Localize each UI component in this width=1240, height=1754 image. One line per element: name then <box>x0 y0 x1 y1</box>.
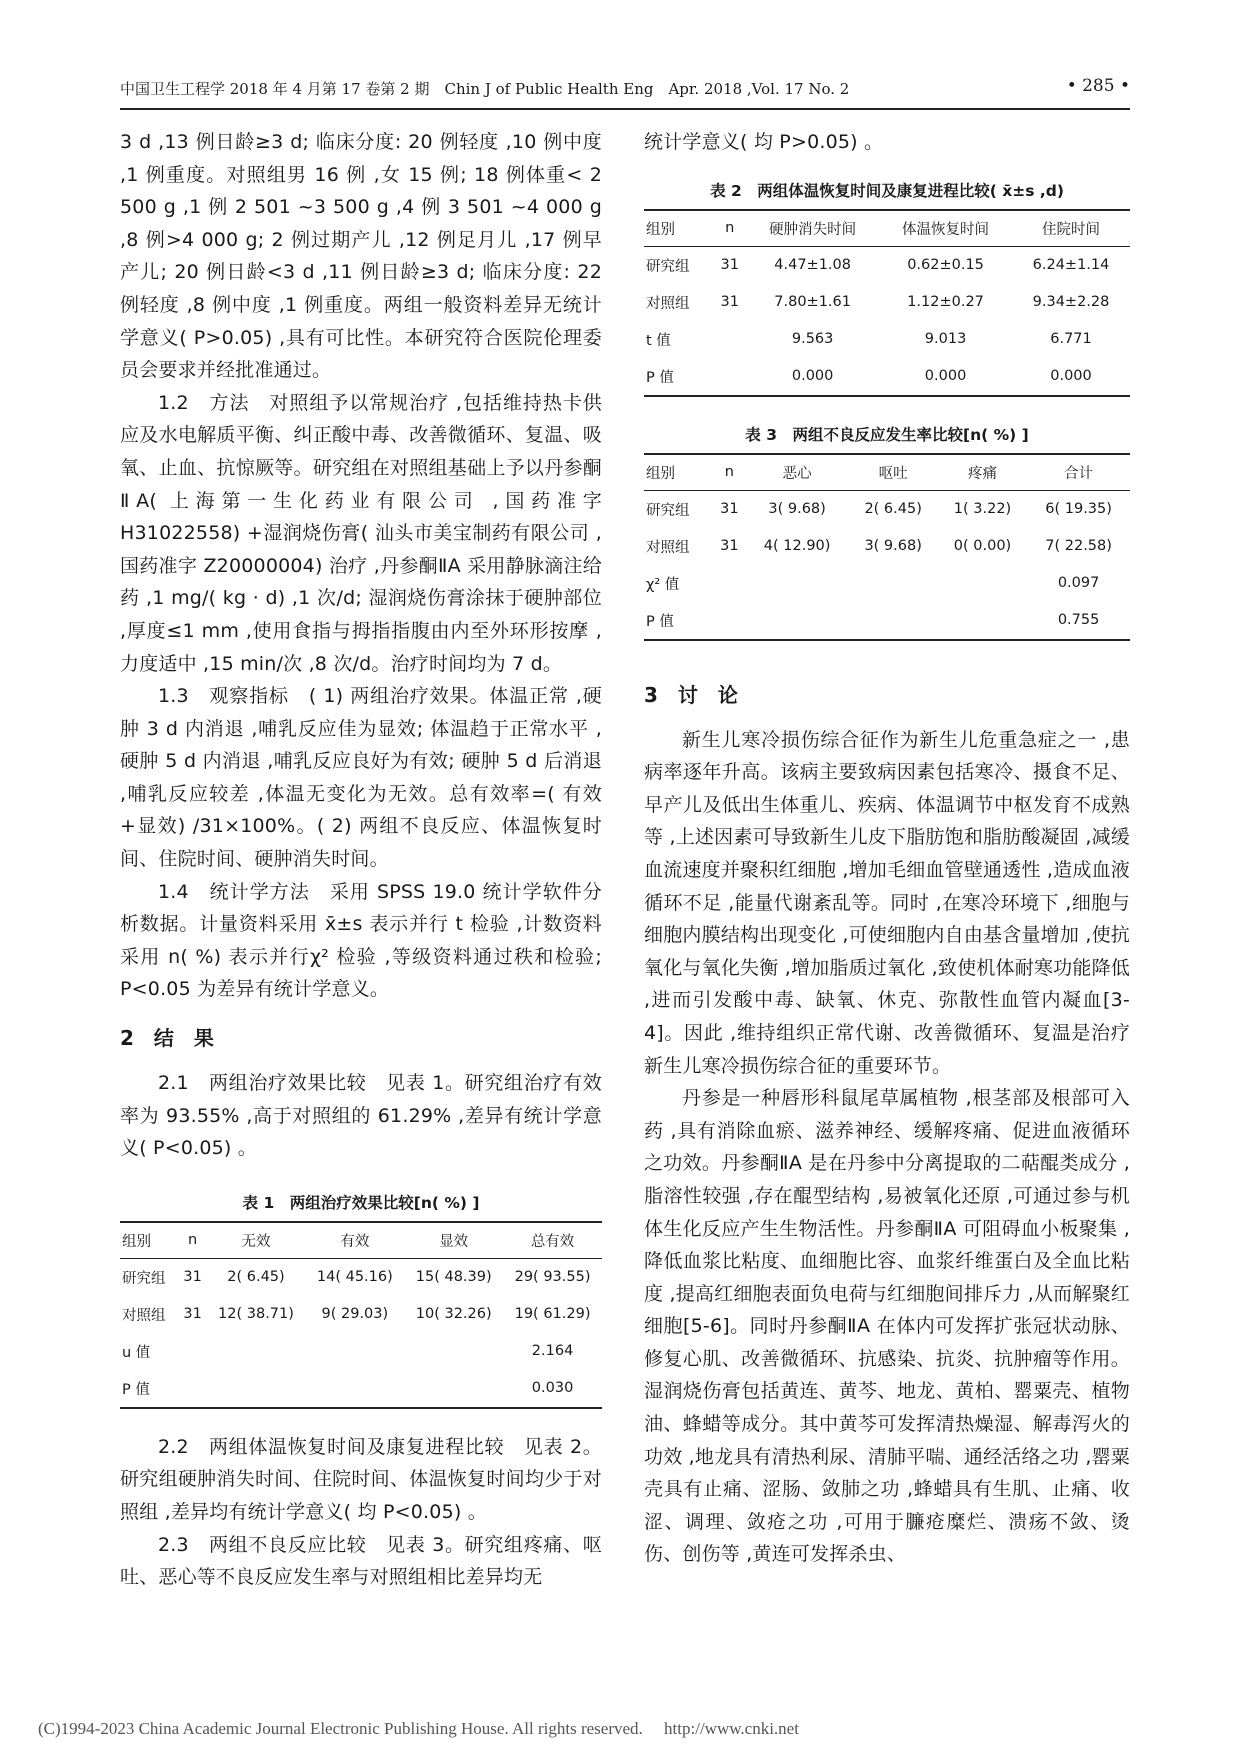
table1-header-cell: 有效 <box>305 1222 404 1259</box>
table1-header-cell: 组别 <box>120 1222 179 1259</box>
table1-cell: 10( 32.26) <box>415 1306 492 1323</box>
table2-header-cell: n <box>713 210 746 247</box>
table1-header-cell: 显效 <box>404 1222 503 1259</box>
table3-row <box>644 528 1130 565</box>
table1-cell: 研究组 <box>122 1270 166 1287</box>
table3-cell <box>746 602 849 640</box>
table3-cell <box>746 565 849 602</box>
table2-header-cell: 硬肿消失时间 <box>746 210 879 247</box>
table2-cell: 0.000 <box>746 358 879 396</box>
table3-header-cell: 组别 <box>644 454 713 491</box>
table1-row <box>120 1370 602 1408</box>
table3-header-cell: 疼痛 <box>938 454 1027 491</box>
table1-cell <box>207 1370 306 1408</box>
table2-caption: 表 2 两组体温恢复时间及康复进程比较( x̄±s ,d) <box>710 181 1064 200</box>
section-heading-discussion: 3 讨 论 <box>644 682 738 707</box>
table3-cell: 1( 3.22) <box>953 501 1012 518</box>
table1-cell <box>404 1370 503 1408</box>
right-column <box>644 126 1130 1571</box>
table1-cell: 12( 38.71) <box>218 1306 294 1323</box>
table2-row <box>644 321 1130 358</box>
table3-cell <box>938 602 1027 640</box>
table1-cell <box>179 1370 207 1408</box>
table2-cell: 对照组 <box>646 295 690 312</box>
table1-cell <box>305 1333 404 1370</box>
table1 <box>120 1221 602 1409</box>
table1-row <box>120 1333 602 1370</box>
table1-row <box>120 1296 602 1333</box>
table2-cell <box>713 358 746 396</box>
table3-cell: 0.097 <box>1057 575 1100 592</box>
table3-header-cell: 恶心 <box>746 454 849 491</box>
page-number: • 285 • <box>1066 76 1130 96</box>
table3-cell: 3( 9.68) <box>864 538 922 555</box>
table2-cell: 31 <box>720 294 739 311</box>
table3-cell: 31 <box>720 501 739 518</box>
paragraph-statistics: 1.4 统计学方法 采用 SPSS 19.0 统计学软件分析数据。计量资料采用 x̄±s 表示并行 t 检验 ,计数资料采用 n( %) 表示并行χ² 检验 ,等级资料通过秩和检验; P<0.05 为差异有统计学意义。 <box>120 880 602 1001</box>
table3-cell: 对照组 <box>646 539 690 556</box>
table3-row <box>644 490 1130 528</box>
table3-row <box>644 565 1130 602</box>
table2-cell: 7.80±1.61 <box>774 294 851 311</box>
paragraph-result-2-3: 2.3 两组不良反应比较 见表 3。研究组疼痛、呕吐、恶心等不良反应发生率与对照组相比差异均无 <box>120 1533 602 1589</box>
table1-header-cell: 无效 <box>207 1222 306 1259</box>
paragraph-subjects-cont: 3 d ,13 例日龄≥3 d; 临床分度: 20 例轻度 ,10 例中度 ,1 例重度。对照组男 16 例 ,女 15 例; 18 例体重< 2 500 g ,1 例 2 501 ~3 500 g ,4 例 3 501 ~4 000 g ,8 例>4 000 g; 2 例过期产儿 ,12 例足月儿 ,17 例早产儿; 20 例日龄<3 d ,11 例日龄≥3 d; 临床分度: 22 例轻度 ,8 例中度 ,1 例重度。两组一般资料差异无统计学意义( P>0.05) ,具有可比性。本研究符合医院伦理委员会要求并经批准通过。 <box>120 131 602 382</box>
table1-cell <box>305 1370 404 1408</box>
table2-header-cell: 体温恢复时间 <box>879 210 1012 247</box>
table2-row <box>644 246 1130 284</box>
table2-cell: 9.34±2.28 <box>1032 294 1110 311</box>
table3-cell: 研究组 <box>646 502 690 519</box>
copyright-footer: (C)1994-2023 China Academic Journal Electronic Publishing House. All rights reserved. http://www.cnki.net <box>38 1719 799 1738</box>
journal-citation: 中国卫生工程学 2018 年 4 月第 17 卷第 2 期 Chin J of Public Health Eng Apr. 2018 ,Vol. 17 No. 2 <box>120 80 850 98</box>
table3-header-cell: 呕吐 <box>848 454 937 491</box>
table2-cell: 0.62±0.15 <box>907 257 984 274</box>
table1-caption: 表 1 两组治疗效果比较[n( %) ] <box>242 1193 480 1212</box>
table2-header-cell: 组别 <box>644 210 713 247</box>
table3-cell <box>713 602 746 640</box>
table3-cell: 7( 22.58) <box>1045 538 1112 555</box>
table3-cell: 0( 0.00) <box>953 538 1012 555</box>
table2-cell: 4.47±1.08 <box>774 257 851 274</box>
paragraph-result-2-2: 2.2 两组体温恢复时间及康复进程比较 见表 2。研究组硬肿消失时间、住院时间、体温恢复时间均少于对照组 ,差异均有统计学意义( 均 P<0.05) 。 <box>120 1435 602 1523</box>
table2 <box>644 209 1130 397</box>
table1-cell: 19( 61.29) <box>514 1306 591 1323</box>
paragraph-discussion-2: 丹参是一种唇形科鼠尾草属植物 ,根茎部及根部可入药 ,具有消除血瘀、滋养神经、缓解疼痛、促进血液循环之功效。丹参酮ⅡA 是在丹参中分离提取的二萜醌类成分 ,脂溶性较强 ,存在醌型结构 ,易被氧化还原 ,可通过参与机体生化反应产生生物活性。丹参酮ⅡA 可阻碍血小板聚集 ,降低血浆比粘度、血细胞比容、血浆纤维蛋白及全血比粘度 ,提高红细胞表面负电荷与红细胞间排斥力 ,从而解聚红细胞[5-6]。同时丹参酮ⅡA 在体内可发挥扩张冠状动脉、修复心肌、改善微循环、抗感染、抗炎、抗肿瘤等作用。湿润烧伤膏包括黄连、黄芩、地龙、黄柏、罂粟壳、植物油、蜂蜡等成分。其中黄芩可发挥清热燥湿、解毒泻火的功效 ,地龙具有清热利尿、清肺平喘、通经活络之功 ,罂粟壳具有止痛、涩肠、敛肺之功 ,蜂蜡具有生肌、止痛、收涩、调理、敛疮之功 ,可用于臁疮糜烂、溃疡不敛、烫伤、创伤等 ,黄连可发挥杀虫、 <box>644 1087 1130 1566</box>
table2-row <box>644 358 1130 396</box>
table3-row <box>644 602 1130 640</box>
table1-cell: 2.164 <box>531 1343 574 1360</box>
paragraph-discussion-1: 新生儿寒冷损伤综合征作为新生儿危重急症之一 ,患病率逐年升高。该病主要致病因素包括寒冷、摄食不足、早产儿及低出生体重儿、疾病、体温调节中枢发育不成熟等 ,上述因素可导致新生儿皮下脂肪饱和脂肪酸凝固 ,减缓血流速度并聚积红细胞 ,增加毛细血管壁通透性 ,造成血液循环不足 ,能量代谢紊乱等。同时 ,在寒冷环境下 ,细胞与细胞内膜结构出现变化 ,可使细胞内自由基含量增加 ,使抗氧化与氧化失衡 ,增加脂质过氧化 ,致使机体耐寒功能降低 ,进而引发酸中毒、缺氧、休克、弥散性血管内凝血[3-4]。因此 ,维持组织正常代谢、改善微循环、复温是治疗新生儿寒冷损伤综合征的重要环节。 <box>644 728 1130 1077</box>
table2-cell: 0.000 <box>879 358 1012 396</box>
table3-cell: 0.755 <box>1027 602 1130 640</box>
table3-cell <box>848 602 937 640</box>
table2-cell: 6.771 <box>1050 331 1092 348</box>
table1-cell: 15( 48.39) <box>415 1269 492 1286</box>
table2-row <box>644 284 1130 321</box>
table1-cell <box>179 1333 207 1370</box>
table3-cell: χ² 值 <box>646 576 680 593</box>
left-column <box>120 126 602 1594</box>
table2-cell: 9.563 <box>791 331 834 348</box>
table2-cell: 1.12±0.27 <box>907 294 984 311</box>
table1-header-cell: 总有效 <box>503 1222 602 1259</box>
table1-cell: 29( 93.55) <box>514 1269 591 1286</box>
table3-cell: P 值 <box>644 602 713 640</box>
table1-cell: 14( 45.16) <box>316 1269 393 1286</box>
table3-cell <box>848 565 937 602</box>
table1-cell <box>207 1333 306 1370</box>
table2-cell: 0.000 <box>1012 358 1130 396</box>
table2-cell: t 值 <box>646 332 671 349</box>
table2-cell: 31 <box>720 257 739 274</box>
paragraph-observation: 1.3 观察指标 ( 1) 两组治疗效果。体温正常 ,硬肿 3 d 内消退 ,哺乳反应佳为显效; 体温趋于正常水平 ,硬肿 5 d 内消退 ,哺乳反应良好为有效; 硬肿 5 d 后消退 ,哺乳反应较差 ,体温无变化为无效。总有效率=( 有效+显效) /31×100%。( 2) 两组不良反应、体温恢复时间、住院时间、硬肿消失时间。 <box>120 685 602 871</box>
paragraph-result-2-1: 2.1 两组治疗效果比较 见表 1。研究组治疗有效率为 93.55% ,高于对照组的 61.29% ,差异有统计学意义( P<0.05) 。 <box>120 1072 602 1160</box>
table1-cell: 31 <box>183 1306 202 1323</box>
table2-cell <box>713 321 746 358</box>
table3-cell: 31 <box>720 538 739 555</box>
table1-row <box>120 1258 602 1296</box>
table3-header-cell: n <box>713 454 746 491</box>
table1-cell: u 值 <box>122 1344 151 1361</box>
table2-cell: 研究组 <box>646 258 690 275</box>
table3-header-cell: 合计 <box>1027 454 1130 491</box>
table3-cell: 6( 19.35) <box>1045 501 1112 518</box>
table1-cell: 对照组 <box>122 1307 166 1324</box>
table2-cell: 9.013 <box>924 331 967 348</box>
table3-caption: 表 3 两组不良反应发生率比较[n( %) ] <box>745 425 1029 444</box>
table1-cell: 9( 29.03) <box>321 1306 389 1323</box>
running-header <box>120 74 1130 110</box>
table1-cell: P 值 <box>120 1370 179 1408</box>
table1-cell: 2( 6.45) <box>227 1269 285 1286</box>
table2-cell: P 值 <box>644 358 713 396</box>
section-heading-results: 2 结 果 <box>120 1026 214 1051</box>
paragraph-methods: 1.2 方法 对照组予以常规治疗 ,包括维持热卡供应及水电解质平衡、纠正酸中毒、改善微循环、复温、吸氧、止血、抗惊厥等。研究组在对照组基础上予以丹参酮ⅡA( 上海第一生化药业有限公司 ,国药准字 H31022558) +湿润烧伤膏( 汕头市美宝制药有限公司 ,国药准字 Z20000004) 治疗 ,丹参酮ⅡA 采用静脉滴注给药 ,1 mg/( kg · d) ,1 次/d; 湿润烧伤膏涂抹于硬肿部位 ,厚度≤1 mm ,使用食指与拇指指腹由内至外环形按摩 ,力度适中 ,15 min/次 ,8 次/d。治疗时间均为 7 d。 <box>120 391 602 675</box>
paragraph-result-2-3-cont: 统计学意义( 均 P>0.05) 。 <box>644 131 884 153</box>
table3-cell: 4( 12.90) <box>763 538 831 555</box>
table2-header-cell: 住院时间 <box>1012 210 1130 247</box>
table3-cell: 3( 9.68) <box>768 501 826 518</box>
table1-cell: 0.030 <box>503 1370 602 1408</box>
table3-cell <box>713 565 746 602</box>
table2-cell: 6.24±1.14 <box>1032 257 1110 274</box>
table1-cell: 31 <box>183 1269 202 1286</box>
table1-header-cell: n <box>179 1222 207 1259</box>
table1-cell <box>404 1333 503 1370</box>
table3-cell <box>938 565 1027 602</box>
table3 <box>644 453 1130 641</box>
table3-cell: 2( 6.45) <box>864 501 922 518</box>
